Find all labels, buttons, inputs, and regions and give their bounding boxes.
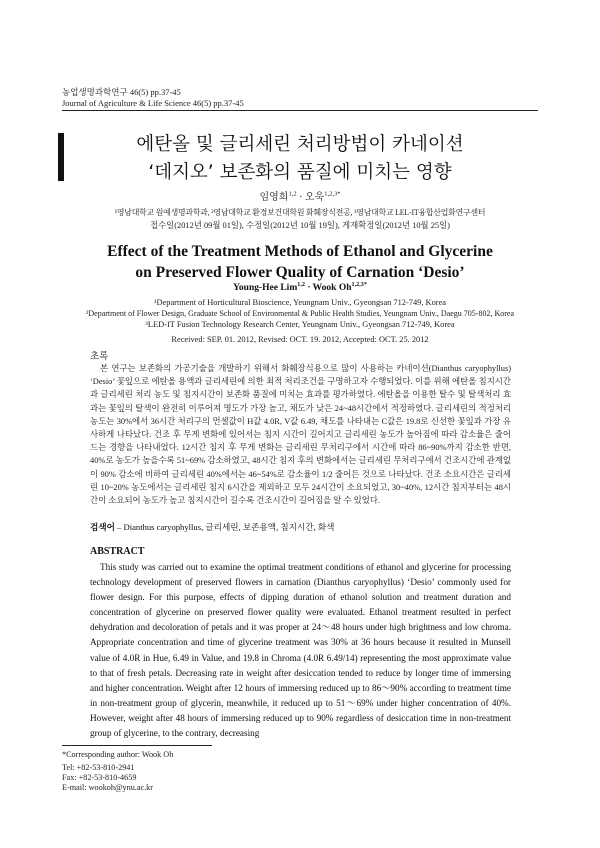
dates-en: Received: SEP. 01. 2012, Revised: OCT. 19. 2012, Accepted: OCT. 25. 2012 xyxy=(171,335,429,344)
corresponding-author: *Corresponding author: Wook Oh xyxy=(62,750,174,759)
abstract-kr-body: 본 연구는 보존화의 가공기술을 개발하기 위해서 화훼장식용으로 많이 사용하는 카네이션(Dianthus caryophyllus) ‘Desio’ 꽃잎으로 에탄올 용액과 글리세린에 의한 최적 처리조건을 구명하고자 수행되었다. 이를 위해 에탄올 침지시간과 글리세린 처리 농도 및 침지시간이 보존화 품질에 미치는 효과를 평가하였다. 에탄올을 이용한 탈수 및 탈색처리 효과는 꽃잎의 탈색이 완전히 이루어져 명도가 가장 높고, 채도가 낮은 24~48시간에서 적정하였다. 글리세린의 적정처리 농도는 30%에서 36시간 처리구의 먼셀값이 H값 4.0R, V값 6.49, 채도를 나타내는 C값은 19.8로 신선한 꽃잎과 가장 유사하게 나타났다. 건조 후 무게 변화에 있어서는 침지 시간이 길어지고 글리세린 농도가 높아짐에 따라 감소율은 줄어드는 경향을 나타내었다. 12시간 침지 후 무게 변화는 글리세린 무처리구에서 시간에 따라 86~90%까지 감소한 반면, 40%로 농도가 높을수록 51~69% 감소하였고, 48시간 침지 후의 변화에서는 글리세린 무처리구에서 건조시간에 관계없이 90% 감소에 비하여 글리세린 40%에서는 46~54%로 감소율이 1/2 줄어든 것으로 나타났다. 건조 소요시간은 글리세린 10~20% 농도에서는 글리세린 침지 6시간을 제외하고 모두 24시간이 소요되었고, 30~40%, 12시간 침지부터는 48시간이 소요되어 농도가 높고 침지시간이 길수록 건조시간이 길어짐을 알 수 있었다. xyxy=(90,364,511,506)
title-en-line1: Effect of the Treatment Methods of Ethanol and Glycerine xyxy=(107,243,493,260)
header-rule xyxy=(62,110,538,111)
journal-header-kr: 농업생명과학연구 46(5) pp.37-45 xyxy=(62,87,181,97)
affiliation-en-3: ³LED-IT Fusion Technology Research Center, Yeungnam Univ., Gyeongsan 712-749, Korea xyxy=(145,320,455,329)
abstract-en-body: This study was carried out to examine the optimal treatment conditions of ethanol and glycerine for processing technology development of preserved flowers in carnation (Dianthus caryophyllus) ‘Desio’ commonly used for flower design. For this purpose, effects of dipping duration of ethanol solution and treatment duration and concentration of glycerine on preserved flower quality were evaluated. Ethanol treatment resulted in perfect dehydration and decoloration of petals and it was proper at 24～48 hours under high brightness and low chroma. Appropriate concentration and time of glycerine treatment was 30% at 36 hours because it resulted in Munsell value of 4.0R in Hue, 6.49 in Value, and 19.8 in Chroma (4.0R 6.49/14) representing the most approximate value to that of fresh petals. Decreasing rate in weight after desiccation tended to reduce by longer time of immersing and higher concentration. Weight after 12 hours of immersing reduced up to 86～90% according to treatment time in non-treatment group of glycerin, meanwhile, it reduced up to 51～69% under higher concentration of 40%. However, weight after 48 hours of immersing reduced up to 90% regardless of desiccation time in non-treatment group of glycerine, to the contrary, decreasing xyxy=(90,562,511,739)
affiliations-kr: ¹영남대학교 원예생명과학과, ²영남대학교 환경보건대학원 화훼장식전공, ³영남대학교 LEL-IT융합산업화연구센터 xyxy=(114,208,486,217)
affiliation-en-2: ²Department of Flower Design, Graduate School of Environmental & Public Health Studies, Yeungnam Univ., Daegu 705-802, Korea xyxy=(85,309,515,318)
footnote-rule xyxy=(62,745,212,746)
title-en-line2: on Preserved Flower Quality of Carnation ‘Desio’ xyxy=(135,264,465,281)
authors-kr: 임영희$^{1,2}$ · 오욱$^{1,2,3*}$ xyxy=(259,190,341,203)
authors-en: Young-Hee Lim$^{1,2}$ · Wook $Oh^{1,2,3*}$ xyxy=(233,281,367,293)
affiliation-en-1: ¹Department of Horticultural Bioscience, Yeungnam Univ., Gyeongsan 712-749, Korea xyxy=(154,298,446,307)
footnote-fax: Fax: +82-53-810-4659 xyxy=(62,773,137,782)
footnote-tel: Tel: +82-53-810-2941 xyxy=(62,763,135,772)
keywords-kr: 검색어 – Dianthus caryophyllus, 글리세린, 보존용액, 침지시간, 화색 xyxy=(90,522,335,532)
title-kr-line2: ‘데지오’ 보존화의 품질에 미치는 영향 xyxy=(148,162,452,183)
abstract-kr-heading: 초록 xyxy=(90,352,109,362)
title-kr-line1: 에탄올 및 글리세린 처리방법이 카네이션 xyxy=(136,134,464,155)
dates-kr: 접수일(2012년 09월 01일), 수정일(2012년 10월 19일), 게재확정일(2012년 10월 25일) xyxy=(150,221,450,230)
journal-header-en: Journal of Agriculture & Life Science 46(5) pp.37-45 xyxy=(62,98,244,108)
footnote-email: E-mail: wookoh@ynu.ac.kr xyxy=(62,783,153,792)
title-accent-bar xyxy=(58,133,64,181)
abstract-en-heading: ABSTRACT xyxy=(90,546,145,557)
